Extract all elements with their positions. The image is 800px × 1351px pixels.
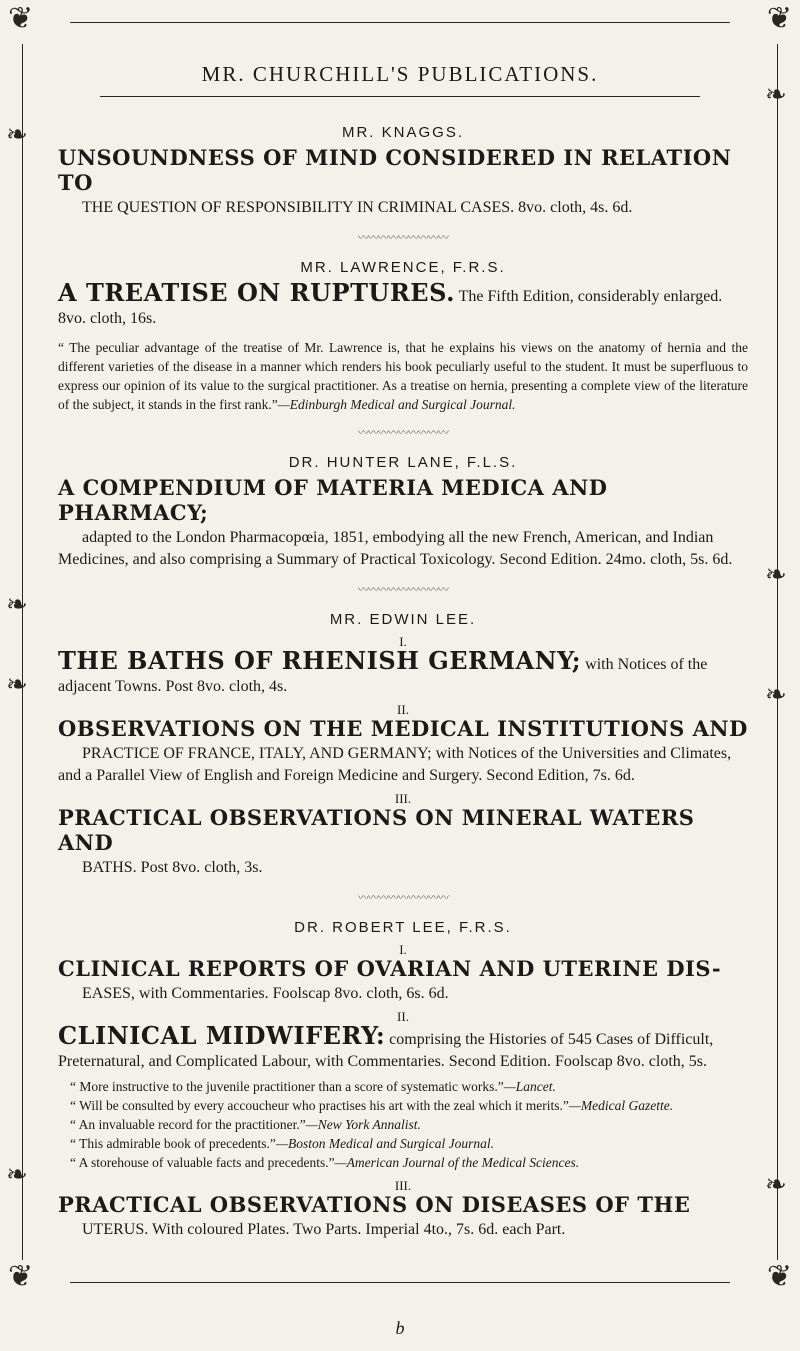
- review-source: —Edinburgh Medical and Surgical Journal.: [277, 397, 516, 412]
- review-quote: [58, 1134, 748, 1153]
- review-quote-source: —Boston Medical and Surgical Journal.: [275, 1136, 495, 1151]
- book-entry-ruptures: [58, 278, 748, 330]
- work-numeral: III.: [394, 1178, 412, 1193]
- review-quote: [58, 1115, 748, 1134]
- book-title-rhenish-baths: THE BATHS OF RHENISH GERMANY;: [58, 646, 582, 675]
- book-description-materia-medica: adapted to the London Pharmacopœia, 1851, embodying all the new French, American, and Indian Medicines, and also comprising a Summary of Practical Toxicology. Second Edition. 24mo. cloth, 5s. 6d.: [58, 529, 733, 568]
- author-heading-robert-lee: DR. ROBERT LEE, F.R.S.: [294, 919, 512, 936]
- book-entry-clinical-midwifery: [58, 1021, 748, 1073]
- book-entry-unsoundness: [58, 147, 748, 219]
- separator-wave: 〰〰〰〰〰〰〰〰〰: [358, 584, 448, 596]
- left-fleuron-lower: ❧: [6, 1160, 28, 1189]
- book-title-clinical-reports: CLINICAL REPORTS OF OVARIAN AND UTERINE DIS-: [58, 956, 722, 981]
- signature-mark: b: [395, 1318, 405, 1338]
- book-title-materia-medica: A COMPENDIUM OF MATERIA MEDICA AND PHARMACY;: [58, 475, 608, 525]
- corner-ornament-top-left: ❦: [8, 2, 34, 35]
- review-quote-source: —Lancet.: [503, 1079, 556, 1094]
- book-entry-medical-institutions: [58, 718, 748, 787]
- review-quote-text: “ More instructive to the juvenile practitioner than a score of systematic works.”: [70, 1079, 504, 1094]
- review-quote: [58, 1096, 748, 1115]
- book-entry-mineral-waters: [58, 807, 748, 879]
- book-title-unsoundness: UNSOUNDNESS OF MIND CONSIDERED IN RELATION TO: [58, 145, 732, 195]
- book-entry-materia-medica: [58, 477, 748, 571]
- right-fleuron-mid: ❧: [765, 680, 787, 709]
- corner-ornament-top-right: ❦: [766, 2, 792, 35]
- right-fleuron-upper-mid: ❧: [765, 560, 787, 589]
- book-description-clinical-midwifery: comprising the Histories of 545 Cases of Difficult, Preternatural, and Complicated Labour, with Commentaries. Second Edition. Foolscap 8vo. cloth, 5s.: [58, 1031, 714, 1070]
- book-description-unsoundness: THE QUESTION OF RESPONSIBILITY IN CRIMINAL CASES. 8vo. cloth, 4s. 6d.: [82, 199, 633, 216]
- book-entry-rhenish-baths: [58, 646, 748, 698]
- author-heading-edwin-lee: MR. EDWIN LEE.: [329, 611, 477, 628]
- review-quote-source: —New York Annalist.: [305, 1117, 421, 1132]
- review-quote-text: “ This admirable book of precedents.”: [70, 1136, 276, 1151]
- work-numeral: I.: [399, 634, 407, 649]
- book-description-medical-institutions: PRACTICE OF FRANCE, ITALY, AND GERMANY; with Notices of the Universities and Climates, and a Parallel View of English and Foreign Medicine and Surgery. Second Edition, 7s. 6d.: [58, 745, 732, 784]
- right-fleuron-top: ❧: [765, 80, 787, 109]
- review-text: “ The peculiar advantage of the treatise of Mr. Lawrence is, that he explains his views on the anatomy of hernia and the different varieties of the disease in a manner which renders his book peculiarly useful to the student. It must be superfluous to express our opinion of its value to the surgical practitioner. As a treatise on hernia, presenting a complete view of the literature of the subject, it stands in the first rank.”: [58, 340, 748, 412]
- left-fleuron-top: ❧: [6, 120, 28, 149]
- review-quote: [58, 1077, 748, 1096]
- book-description-ruptures: The Fifth Edition, considerably enlarged. 8vo. cloth, 16s.: [58, 288, 723, 327]
- separator-wave: 〰〰〰〰〰〰〰〰〰: [358, 892, 448, 904]
- review-ruptures: [58, 338, 748, 414]
- corner-ornament-bottom-right: ❦: [766, 1260, 792, 1293]
- separator-wave: 〰〰〰〰〰〰〰〰〰: [358, 427, 448, 439]
- top-border-rule: [70, 22, 730, 23]
- left-border-line: [22, 44, 23, 1260]
- author-heading-knaggs: MR. KNAGGS.: [341, 124, 464, 141]
- review-quote-text: “ An invaluable record for the practitioner.”: [70, 1117, 306, 1132]
- book-title-diseases-uterus: PRACTICAL OBSERVATIONS ON DISEASES OF THE: [58, 1192, 691, 1217]
- book-description-diseases-uterus: UTERUS. With coloured Plates. Two Parts. Imperial 4to., 7s. 6d. each Part.: [82, 1221, 566, 1238]
- corner-ornament-bottom-left: ❦: [8, 1260, 34, 1293]
- right-border-line: [777, 44, 778, 1260]
- book-title-clinical-midwifery: CLINICAL MIDWIFERY:: [58, 1021, 386, 1050]
- book-entry-clinical-reports: [58, 958, 748, 1005]
- review-quote-text: “ Will be consulted by every accoucheur who practises his art with the zeal which it merits.”: [70, 1098, 569, 1113]
- review-quote-text: “ A storehouse of valuable facts and precedents.”: [70, 1155, 335, 1170]
- header-underline-rule: [100, 96, 700, 97]
- book-title-medical-institutions: OBSERVATIONS ON THE MEDICAL INSTITUTIONS AND: [58, 716, 748, 741]
- work-numeral: I.: [399, 942, 407, 957]
- book-description-rhenish-baths: with Notices of the adjacent Towns. Post 8vo. cloth, 4s.: [58, 656, 708, 695]
- right-fleuron-lower: ❧: [765, 1170, 787, 1199]
- book-description-clinical-reports: EASES, with Commentaries. Foolscap 8vo. cloth, 6s. 6d.: [82, 985, 449, 1002]
- book-title-mineral-waters: PRACTICAL OBSERVATIONS ON MINERAL WATERS AND: [58, 805, 695, 855]
- page-header-title: MR. CHURCHILL'S PUBLICATIONS.: [201, 62, 599, 86]
- left-fleuron-mid: ❧: [6, 670, 28, 699]
- separator-wave: 〰〰〰〰〰〰〰〰〰: [358, 232, 448, 244]
- bottom-border-rule: [70, 1282, 730, 1283]
- book-entry-diseases-uterus: [58, 1194, 748, 1241]
- review-quote-source: —Medical Gazette.: [568, 1098, 674, 1113]
- book-title-ruptures: A TREATISE ON RUPTURES.: [58, 278, 455, 307]
- author-heading-lawrence: MR. LAWRENCE, F.R.S.: [300, 259, 506, 276]
- review-quote-source: —American Journal of the Medical Sciences.: [334, 1155, 580, 1170]
- left-fleuron-upper-mid: ❧: [6, 590, 28, 619]
- review-quote: [58, 1153, 748, 1172]
- author-heading-lane: DR. HUNTER LANE, F.L.S.: [288, 454, 518, 471]
- work-numeral: II.: [397, 1009, 409, 1024]
- work-numeral: II.: [397, 702, 409, 717]
- book-description-mineral-waters: BATHS. Post 8vo. cloth, 3s.: [82, 859, 263, 876]
- reviews-clinical-midwifery: [58, 1077, 748, 1172]
- catalogue-content: [58, 110, 748, 1245]
- work-numeral: III.: [394, 791, 412, 806]
